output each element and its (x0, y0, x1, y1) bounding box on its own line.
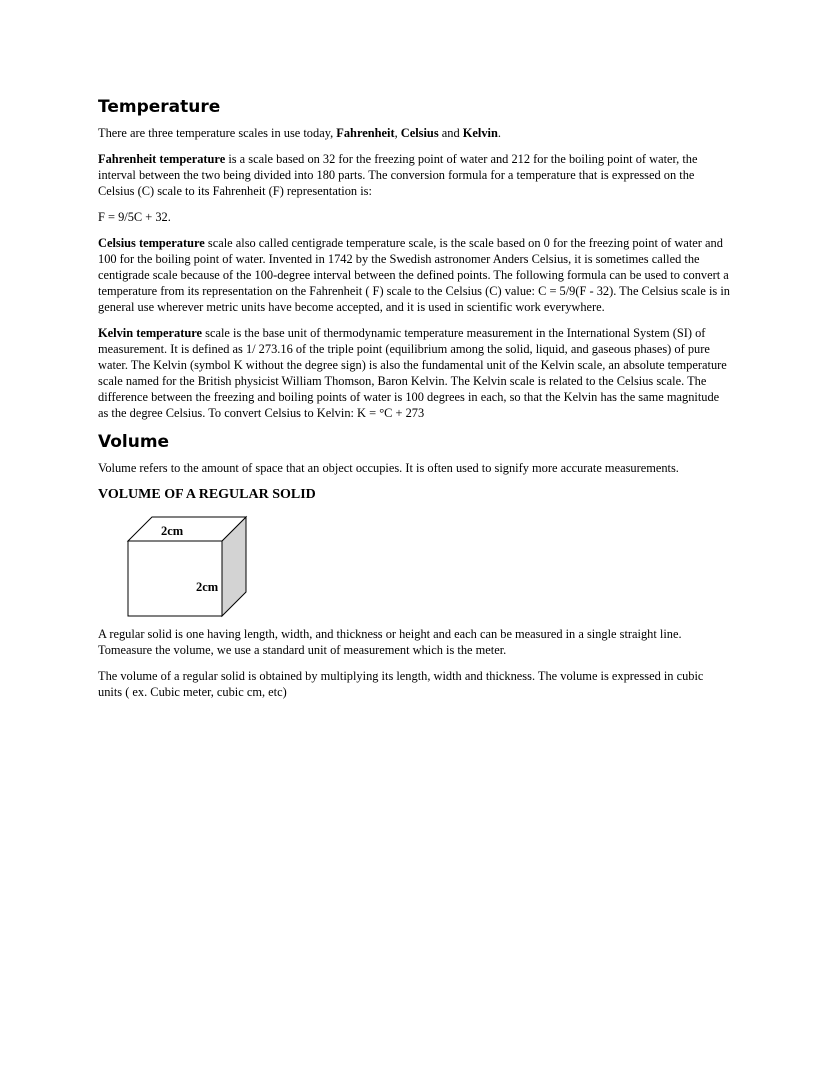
fahrenheit-formula: F = 9/5C + 32. (98, 210, 171, 224)
temperature-heading: Temperature (98, 97, 221, 117)
celsius-term: Celsius (400, 126, 439, 140)
celsius-paragraph: Celsius temperature scale also called centigrade temperature scale, is the scale based on 0 for the freezing point of water and 100 for the boiling point of water. Invented in 1742 by the Swedish astronomer Anders Celsius, it is sometimes called the centigrade scale because of the 100-degree interval between the defined points. The following formula can be used to convert a temperature from its representation on the Fahrenheit ( F) scale to the Celsius (C) value: C = 5/9(F - 32). The Celsius scale is in general use wherever metric units have become accepted, and it is used in scientific work everywhere. (98, 236, 730, 314)
cube-side-label: 2cm (196, 580, 219, 594)
document-page (98, 96, 730, 710)
fahrenheit-term: Fahrenheit (336, 126, 395, 140)
cube-diagram (126, 506, 256, 618)
volume-intro: Volume refers to the amount of space that an object occupies. It is often used to signify more accurate measurements. (98, 461, 679, 475)
volume-calculation-paragraph: The volume of a regular solid is obtained by multiplying its length, width and thickness. The volume is expressed in cubic units ( ex. Cubic meter, cubic cm, etc) (98, 669, 704, 699)
fahrenheit-paragraph: Fahrenheit temperature is a scale based on 32 for the freezing point of water and 212 for the boiling point of water, the interval between the two being divided into 180 parts. The conversion formula for a temperature that is expressed on the Celsius (C) scale to its Fahrenheit (F) representation is: (98, 152, 698, 198)
volume-heading: Volume (98, 432, 170, 452)
temperature-intro: There are three temperature scales in use today, Fahrenheit, Celsius and Kelvin. (98, 126, 501, 140)
cube-top-label: 2cm (161, 524, 184, 538)
regular-solid-heading: VOLUME OF A REGULAR SOLID (98, 487, 316, 502)
kelvin-paragraph: Kelvin temperature scale is the base unit of thermodynamic temperature measurement in the International System (SI) of measurement. It is defined as 1/ 273.16 of the triple point (equilibrium among the solid, liquid, and gaseous phases) of pure water. The Kelvin (symbol K without the degree sign) is also the fundamental unit of the Kelvin scale, an absolute temperature scale named for the British physicist William Thomson, Baron Kelvin. The Kelvin scale is related to the Celsius scale. The difference between the freezing and boiling points of water is 100 degrees in each, so that the Kelvin has the same magnitude as the degree Celsius. To convert Celsius to Kelvin: K = °C + 273 (98, 326, 727, 420)
cube-front-face (128, 541, 222, 616)
regular-solid-paragraph: A regular solid is one having length, width, and thickness or height and each can be measured in a single straight line. Tomeasure the volume, we use a standard unit of measurement which is the meter. (98, 627, 682, 657)
kelvin-term: Kelvin (462, 126, 498, 140)
